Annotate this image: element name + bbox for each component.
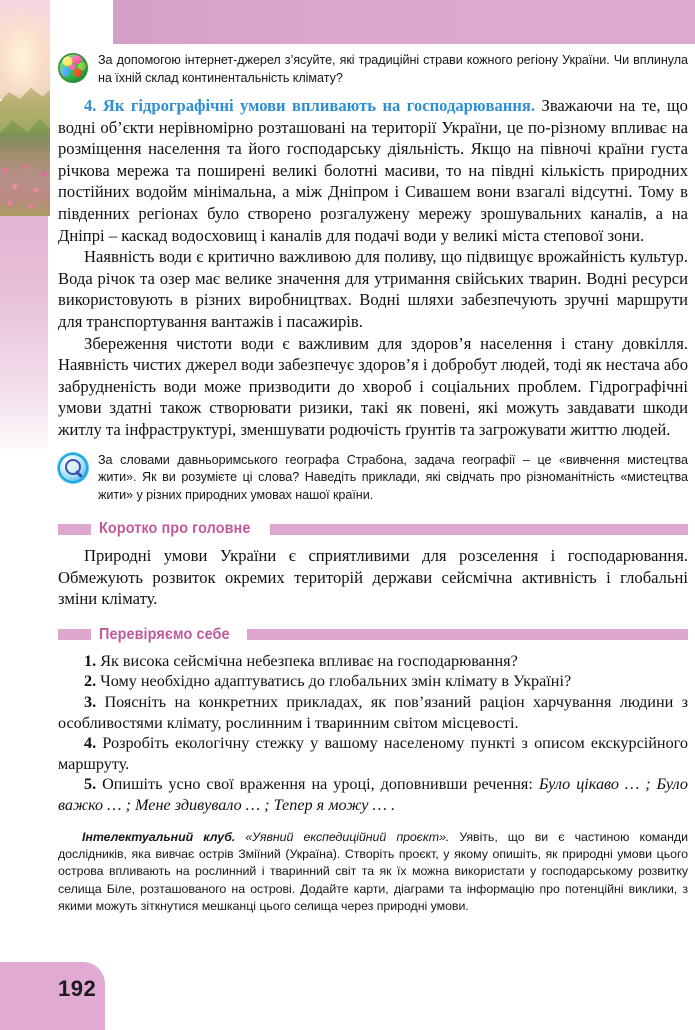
question-text: Чому необхідно адаптуватись до глобальних змін клімату в Україні? [100, 672, 572, 691]
section-paragraph-1 [58, 95, 688, 246]
magnifier-icon [58, 453, 88, 483]
question-text: Опишіть усно свої враження на уроці, доповнивши речення: [102, 775, 539, 794]
summary-heading-row [58, 520, 688, 538]
heading-bar-left [58, 524, 91, 535]
question-number: 5. [84, 775, 97, 794]
question-item [58, 671, 688, 692]
question-number: 1. [84, 651, 97, 670]
section-heading-number: 4. [84, 96, 97, 115]
summary-heading-label: Коротко про головне [99, 520, 251, 537]
section-paragraph-3: Збереження чистоти води є важливим для здоров’я населення і стану довкілля. Наявність чистих джерел води забезпечує здоров’я і добробут людей, тоді як нестача або забрудненість води може призводити до хвороб і соціальних проблем. Гідрографічні умови здатні також створювати ризики, такі як повені, які можуть завдавати шкоди житлу та інфраструктурі, зменшувати родючість ґрунтів та загрожувати життю людей. [58, 333, 688, 439]
section-heading-title: Як гідрографічні умови впливають на господарювання. [102, 96, 536, 115]
question-item [58, 733, 688, 774]
section-paragraph-2: Наявність води є критично важливою для поливу, що підвищує врожайність культур. Вода річок та озер має велике значення для утримання свійських тварин. Водні ресурси використовують в різних виробництвах. Водні шляхи забезпечують зручні маршрути для транспортування вантажів і пасажирів. [58, 247, 688, 331]
question-item [58, 651, 688, 672]
question-item [58, 774, 688, 815]
question-text: Як висока сейсмічна небезпека впливає на господарювання? [100, 651, 518, 670]
photo-flowers [0, 151, 50, 216]
question-text: Розробіть екологічну стежку у вашому населеному пункті з описом екскурсійного маршруту. [58, 734, 689, 773]
intellectual-club-text: Уявіть, що ви є частиною команди дослідників, яка вивчає острів Зміїний (Україна). Створіть проєкт, у якому опишіть, як природні умови цього острова впливають на рослинний і тваринний світ та як їх можна використати у господарському розвитку селища Біле, розташованого на острові. Додайте карти, діаграми та інформацію про потенційні виклики, з якими можуть зіткнутися мешканці цього селища через природні умови. [58, 829, 688, 914]
callout-internet-task [58, 52, 688, 87]
question-number: 2. [84, 672, 97, 691]
question-item [58, 692, 688, 733]
section-paragraph-1-text: Зважаючи на те, що водні об’єкти нерівномірно розташовані на території України, це по-різному впливає на розміщення населення та його господарську діяльність. Якщо на півночі країни густа річкова мережа та поширені великі болотні масиви, то на півдні кількість природних постійних водойм мінімальна, а між Дніпром і Сивашем вони взагалі відсутні. Тому в південних регіонах було створено розгалужену мережу зрошувальних каналів, а на Дніпрі – каскад водосховищ і каналів для подачі води у великі міста степової зони. [58, 96, 688, 245]
summary-text: Природні умови України є сприятливими для розселення і господарювання. Обмежують розвиток окремих територій держави сейсмічна активність і глобальні зміни клімату. [58, 546, 688, 609]
top-decorative-band [113, 0, 695, 44]
intellectual-club-label: Інтелектуальний клуб. [82, 829, 236, 844]
left-pink-gradient-block [0, 216, 48, 459]
heading-bar-right-2 [247, 629, 688, 640]
question-text: Поясніть на конкретних прикладах, як пов’язаний раціон харчування людини з особливостями клімату, рослинним і тваринним світом місцевості. [58, 692, 688, 732]
heading-bar-right [270, 524, 688, 535]
question-number: 4. [84, 734, 97, 753]
self-check-heading-label: Перевіряємо себе [99, 625, 230, 643]
question-number: 3. [84, 692, 97, 711]
callout-strabo-question [58, 452, 688, 505]
photo-sun-glow [0, 4, 50, 95]
intellectual-club-block [58, 829, 688, 916]
heading-bar-left-2 [58, 629, 91, 640]
question-italic-tail: Було цікаво … ; Було важко … ; Мене здивувало … ; Тепер я можу … . [58, 775, 688, 814]
decorative-landscape-photo [0, 0, 50, 216]
callout-internet-task-text: За допомогою інтернет-джерел з’ясуйте, які традиційні страви кожного регіону України. Чи вплинула на їхній склад континентальність клімату? [98, 53, 688, 85]
globe-multicolor-icon [58, 53, 88, 83]
self-check-heading-row [58, 626, 688, 644]
page-content [58, 52, 688, 916]
intellectual-club-project-title: «Уявний експедиційний проєкт». [245, 829, 450, 844]
callout-strabo-question-text: За словами давньоримського географа Страбона, задача географії – це «вивчення мистецтва жити». Як ви розумієте ці слова? Наведіть приклади, які свідчать про різноманітність «мистецтва жити» у різних природних умовах нашої країни. [98, 452, 688, 502]
page-number: 192 [58, 976, 97, 1001]
